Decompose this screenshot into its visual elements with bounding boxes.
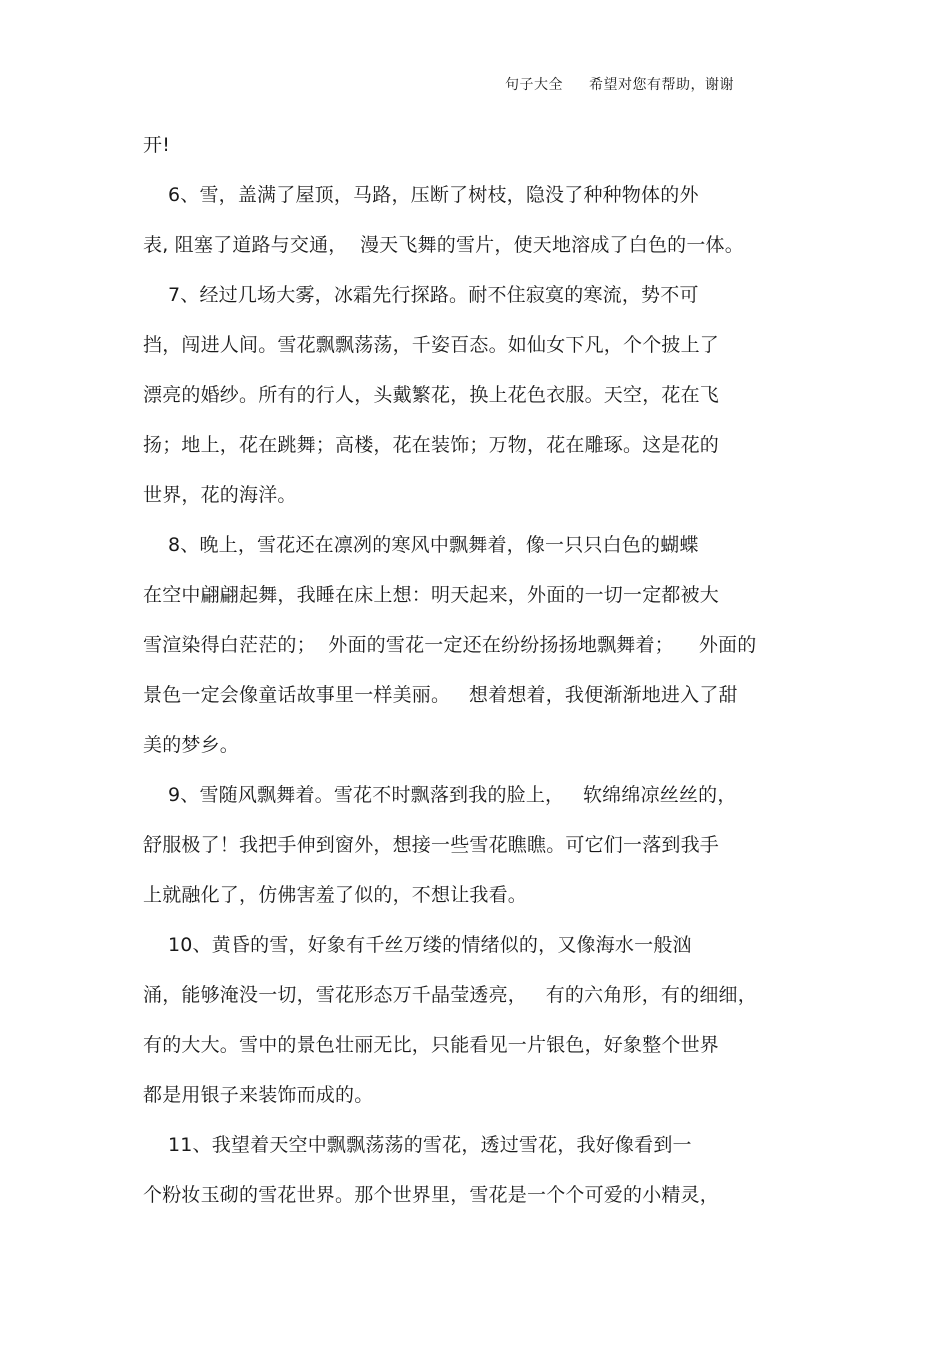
text-line: 上就融化了，仿佛害羞了似的，不想让我看。 xyxy=(143,884,528,906)
text-line: 10、黄昏的雪，好象有千丝万缕的情绪似的，又像海水一般汹 xyxy=(143,934,692,956)
text-line: 8、晚上，雪花还在凛冽的寒风中飘舞着，像一只只白色的蝴蝶 xyxy=(143,534,699,556)
page-header xyxy=(505,74,734,94)
text-line: 都是用银子来装饰而成的。 xyxy=(143,1084,374,1106)
text-line: 6、雪，盖满了屋顶，马路，压断了树枝，隐没了种种物体的外 xyxy=(143,184,699,206)
text-line: 开! xyxy=(143,134,171,156)
header-right-text: 希望对您有帮助，谢谢 xyxy=(589,77,734,93)
text-line: 11、我望着天空中飘飘荡荡的雪花，透过雪花，我好像看到一 xyxy=(143,1134,692,1156)
text-line: 9、雪随风飘舞着。雪花不时飘落到我的脸上， 软绵绵凉丝丝的， xyxy=(143,784,737,806)
text-line: 雪渲染得白茫茫的； 外面的雪花一定还在纷纷扬扬地飘舞着； 外面的 xyxy=(143,634,757,656)
text-line: 扬；地上，花在跳舞；高楼，花在装饰；万物，花在雕琢。这是花的 xyxy=(143,434,720,456)
text-line: 涌，能够淹没一切，雪花形态万千晶莹透亮， 有的六角形，有的细细， xyxy=(143,984,757,1006)
text-line: 表, 阻塞了道路与交通， 漫天飞舞的雪片，使天地溶成了白色的一体。 xyxy=(143,234,744,256)
text-line: 世界，花的海洋。 xyxy=(143,484,297,506)
text-line: 舒服极了！我把手伸到窗外，想接一些雪花瞧瞧。可它们一落到我手 xyxy=(143,834,720,856)
text-line: 个粉妆玉砌的雪花世界。那个世界里，雪花是一个个可爱的小精灵， xyxy=(143,1184,720,1206)
text-line: 7、经过几场大雾，冰霜先行探路。耐不住寂寞的寒流，势不可 xyxy=(143,284,699,306)
text-line: 景色一定会像童话故事里一样美丽。 想着想着，我便渐渐地进入了甜 xyxy=(143,684,738,706)
text-line: 漂亮的婚纱。所有的行人，头戴繁花，换上花色衣服。天空，花在飞 xyxy=(143,384,720,406)
header-left-text: 句子大全 xyxy=(505,77,563,93)
text-line: 有的大大。雪中的景色壮丽无比，只能看见一片银色，好象整个世界 xyxy=(143,1034,720,1056)
text-line: 美的梦乡。 xyxy=(143,734,240,756)
text-line: 挡，闯进人间。雪花飘飘荡荡，千姿百态。如仙女下凡，个个披上了 xyxy=(143,334,720,356)
text-line: 在空中翩翩起舞，我睡在床上想：明天起来，外面的一切一定都被大 xyxy=(143,584,720,606)
